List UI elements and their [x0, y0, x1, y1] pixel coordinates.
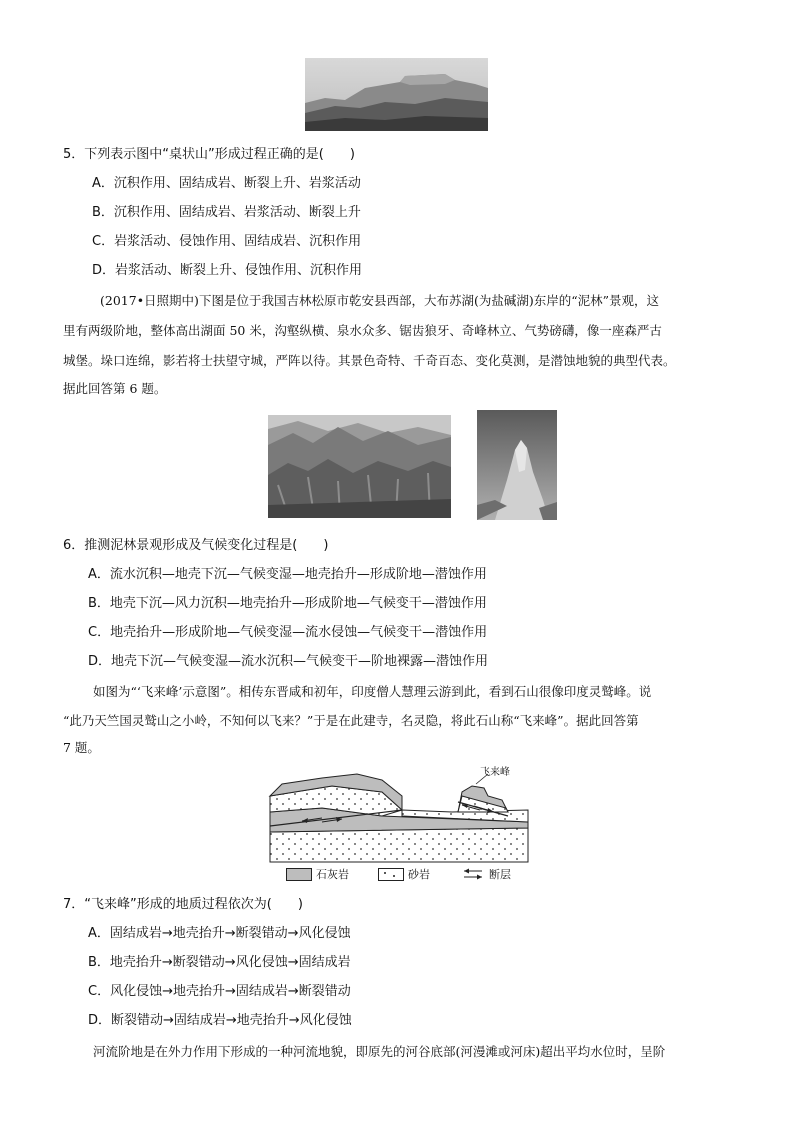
question-7-option-a: A．固结成岩→地壳抬升→断裂错动→风化侵蚀	[88, 926, 351, 941]
question-5-option-d: D．岩浆活动、断裂上升、侵蚀作用、沉积作用	[92, 263, 363, 278]
passage-6-line-3: 城堡。垛口连绵，影若将士扶望守城，严阵以待。其景色奇特、千奇百态、变化莫测，是潜蚀地貌的典型代表。	[63, 353, 676, 368]
diagram-legend	[286, 866, 526, 882]
passage-6-line-4: 据此回答第 6 题。	[63, 381, 167, 396]
legend-fault-label: 断层	[489, 868, 511, 881]
question-7-stem: 7．“飞来峰”形成的地质过程依次为( )	[63, 897, 303, 912]
limestone-swatch	[286, 868, 312, 881]
question-7-option-c: C．风化侵蚀→地壳抬升→固结成岩→断裂错动	[88, 984, 351, 999]
fault-arrows-icon	[462, 868, 484, 880]
legend-limestone-label: 石灰岩	[316, 868, 349, 881]
table-mountain-photo	[305, 58, 488, 131]
question-6-option-c: C．地壳抬升—形成阶地—气候变湿—流水侵蚀—气候变干—潜蚀作用	[88, 625, 488, 640]
passage-7-line-1: 如图为“‘飞来峰’示意图”。相传东晋咸和初年，印度僧人慧理云游到此，看到石山很像印度灵鹫峰。说	[93, 684, 652, 699]
question-7-option-d: D．断裂错动→固结成岩→地壳抬升→风化侵蚀	[88, 1013, 352, 1028]
question-7-option-b: B．地壳抬升→断裂错动→风化侵蚀→固结成岩	[88, 955, 351, 970]
question-5-option-a: A．沉积作用、固结成岩、断裂上升、岩浆活动	[92, 176, 361, 191]
sandstone-swatch	[378, 868, 404, 881]
passage-7-line-3: 7 题。	[63, 740, 100, 755]
feilai-peak-label: 飞来峰	[480, 767, 510, 778]
passage-7-line-2: “此乃天竺国灵鹫山之小岭，不知何以飞来？”于是在此建寺，名灵隐，将此石山称“飞来峰”。据此回答第	[63, 713, 639, 728]
passage-8-line-1: 河流阶地是在外力作用下形成的一种河流地貌，即原先的河谷底部(河漫滩或河床)超出平均水位时，呈阶	[93, 1044, 666, 1059]
mud-forest-landscape-photo	[268, 415, 451, 518]
question-6-stem: 6．推测泥林景观形成及气候变化过程是( )	[63, 538, 329, 553]
question-6-option-a: A．流水沉积—地壳下沉—气候变湿—地壳抬升—形成阶地—潜蚀作用	[88, 567, 487, 582]
question-5-option-c: C．岩浆活动、侵蚀作用、固结成岩、沉积作用	[92, 234, 362, 249]
passage-6-line-2: 里有两级阶地，整体高出湖面 50 米，沟壑纵横、泉水众多、锯齿狼牙、奇峰林立、气势磅礴，像一座森严古	[63, 323, 662, 338]
mud-pillar-photo	[477, 410, 557, 520]
question-5-stem: 5．下列表示图中“桌状山”形成过程正确的是( )	[63, 147, 355, 162]
question-6-option-b: B．地壳下沉—风力沉积—地壳抬升—形成阶地—气候变干—潜蚀作用	[88, 596, 487, 611]
question-5-option-b: B．沉积作用、固结成岩、岩浆活动、断裂上升	[92, 205, 361, 220]
question-6-option-d: D．地壳下沉—气候变湿—流水沉积—气候变干—阶地裸露—潜蚀作用	[88, 654, 489, 669]
legend-sandstone-label: 砂岩	[408, 868, 430, 881]
passage-6-line-1: (2017•日照期中)下图是位于我国吉林松原市乾安县西部，大布苏湖(为盐碱湖)东岸的“泥林”景观，这	[100, 293, 659, 308]
